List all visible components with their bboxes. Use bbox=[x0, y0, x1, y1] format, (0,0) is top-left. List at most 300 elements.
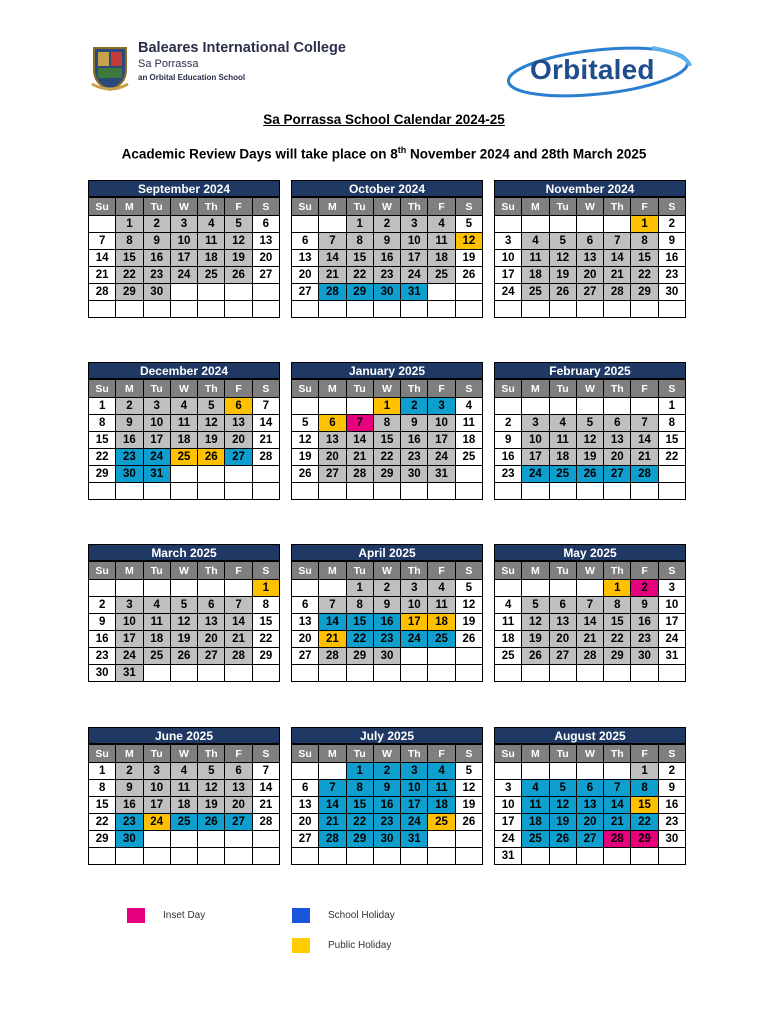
day-cell: 7 bbox=[631, 415, 658, 432]
day-cell: 6 bbox=[292, 780, 319, 797]
day-cell: 2 bbox=[658, 763, 685, 780]
day-cell bbox=[89, 483, 116, 500]
weekday-label: S bbox=[455, 198, 482, 216]
day-cell: 29 bbox=[89, 831, 116, 848]
day-cell bbox=[576, 301, 603, 318]
day-cell bbox=[319, 301, 346, 318]
day-cell: 19 bbox=[522, 631, 549, 648]
day-cell: 7 bbox=[319, 780, 346, 797]
month-grid bbox=[88, 744, 280, 865]
day-cell: 10 bbox=[495, 250, 522, 267]
day-cell: 10 bbox=[143, 780, 170, 797]
weekday-label: Th bbox=[198, 562, 225, 580]
day-cell bbox=[455, 848, 482, 865]
week-row bbox=[292, 432, 483, 449]
week-row bbox=[89, 648, 280, 665]
day-cell: 23 bbox=[658, 267, 685, 284]
day-cell: 3 bbox=[116, 597, 143, 614]
week-row bbox=[292, 216, 483, 233]
day-cell bbox=[455, 466, 482, 483]
day-cell: 24 bbox=[401, 631, 428, 648]
day-cell: 6 bbox=[225, 398, 252, 415]
day-cell bbox=[522, 398, 549, 415]
day-cell: 28 bbox=[631, 466, 658, 483]
day-cell: 9 bbox=[373, 233, 400, 250]
weekday-label: Su bbox=[89, 745, 116, 763]
day-cell: 18 bbox=[143, 631, 170, 648]
day-cell bbox=[198, 831, 225, 848]
day-cell: 17 bbox=[495, 267, 522, 284]
legend-inset-day bbox=[127, 908, 205, 923]
day-cell: 23 bbox=[373, 267, 400, 284]
day-cell bbox=[631, 665, 658, 682]
weekday-header-row bbox=[89, 745, 280, 763]
day-cell: 24 bbox=[495, 831, 522, 848]
day-cell: 24 bbox=[116, 648, 143, 665]
day-cell: 9 bbox=[143, 233, 170, 250]
day-cell: 25 bbox=[428, 631, 455, 648]
day-cell: 11 bbox=[428, 597, 455, 614]
day-cell: 12 bbox=[170, 614, 197, 631]
month-grid bbox=[88, 197, 280, 318]
month-calendar bbox=[88, 544, 280, 682]
day-cell bbox=[522, 483, 549, 500]
day-cell: 16 bbox=[658, 250, 685, 267]
day-cell: 14 bbox=[252, 780, 279, 797]
day-cell: 10 bbox=[143, 415, 170, 432]
day-cell: 7 bbox=[604, 780, 631, 797]
month-calendar bbox=[88, 180, 280, 318]
day-cell: 9 bbox=[401, 415, 428, 432]
day-cell: 22 bbox=[631, 267, 658, 284]
month-grid bbox=[88, 561, 280, 682]
day-cell bbox=[522, 216, 549, 233]
day-cell bbox=[549, 398, 576, 415]
day-cell bbox=[604, 483, 631, 500]
day-cell: 17 bbox=[143, 432, 170, 449]
day-cell: 24 bbox=[428, 449, 455, 466]
day-cell: 20 bbox=[252, 250, 279, 267]
day-cell: 8 bbox=[116, 233, 143, 250]
day-cell: 21 bbox=[604, 267, 631, 284]
week-row bbox=[292, 398, 483, 415]
day-cell: 15 bbox=[604, 614, 631, 631]
day-cell bbox=[428, 665, 455, 682]
day-cell: 11 bbox=[495, 614, 522, 631]
day-cell: 13 bbox=[576, 250, 603, 267]
day-cell: 5 bbox=[549, 233, 576, 250]
month-grid bbox=[494, 744, 686, 865]
day-cell bbox=[604, 848, 631, 865]
day-cell bbox=[604, 216, 631, 233]
weekday-label: Th bbox=[198, 745, 225, 763]
day-cell: 3 bbox=[143, 398, 170, 415]
day-cell: 15 bbox=[631, 250, 658, 267]
day-cell: 7 bbox=[346, 415, 373, 432]
legend-school-holiday bbox=[292, 908, 395, 923]
week-row bbox=[89, 267, 280, 284]
day-cell: 29 bbox=[252, 648, 279, 665]
day-cell: 27 bbox=[198, 648, 225, 665]
day-cell: 15 bbox=[89, 797, 116, 814]
day-cell: 16 bbox=[116, 432, 143, 449]
day-cell: 26 bbox=[455, 631, 482, 648]
day-cell: 17 bbox=[143, 797, 170, 814]
weekday-label: W bbox=[576, 745, 603, 763]
day-cell: 30 bbox=[373, 831, 400, 848]
day-cell bbox=[631, 483, 658, 500]
day-cell bbox=[631, 848, 658, 865]
day-cell bbox=[252, 831, 279, 848]
week-row bbox=[292, 763, 483, 780]
day-cell bbox=[252, 284, 279, 301]
day-cell: 20 bbox=[292, 267, 319, 284]
weekday-label: Th bbox=[198, 198, 225, 216]
day-cell: 5 bbox=[225, 216, 252, 233]
day-cell bbox=[252, 483, 279, 500]
weekday-label: Su bbox=[292, 380, 319, 398]
day-cell: 3 bbox=[401, 580, 428, 597]
day-cell bbox=[495, 665, 522, 682]
day-cell bbox=[89, 580, 116, 597]
day-cell: 8 bbox=[346, 597, 373, 614]
day-cell: 29 bbox=[346, 831, 373, 848]
month-grid bbox=[291, 197, 483, 318]
week-row bbox=[89, 780, 280, 797]
week-row bbox=[292, 267, 483, 284]
day-cell: 11 bbox=[455, 415, 482, 432]
day-cell bbox=[658, 483, 685, 500]
day-cell: 20 bbox=[576, 267, 603, 284]
day-cell bbox=[170, 466, 197, 483]
day-cell bbox=[89, 848, 116, 865]
day-cell: 25 bbox=[549, 466, 576, 483]
day-cell: 8 bbox=[604, 597, 631, 614]
week-row bbox=[89, 763, 280, 780]
weekday-label: Su bbox=[495, 380, 522, 398]
day-cell bbox=[170, 665, 197, 682]
month-grid bbox=[88, 379, 280, 500]
day-cell: 22 bbox=[252, 631, 279, 648]
day-cell: 13 bbox=[604, 432, 631, 449]
day-cell: 4 bbox=[522, 780, 549, 797]
day-cell: 17 bbox=[428, 432, 455, 449]
day-cell: 24 bbox=[658, 631, 685, 648]
weekday-label: Th bbox=[604, 562, 631, 580]
day-cell bbox=[170, 301, 197, 318]
week-row bbox=[89, 580, 280, 597]
weekday-label: S bbox=[658, 562, 685, 580]
day-cell bbox=[143, 483, 170, 500]
day-cell: 8 bbox=[631, 780, 658, 797]
day-cell bbox=[170, 580, 197, 597]
day-cell: 7 bbox=[319, 233, 346, 250]
day-cell bbox=[495, 398, 522, 415]
day-cell: 31 bbox=[116, 665, 143, 682]
day-cell: 21 bbox=[319, 267, 346, 284]
day-cell: 5 bbox=[455, 763, 482, 780]
day-cell: 29 bbox=[346, 284, 373, 301]
weekday-label: W bbox=[170, 562, 197, 580]
day-cell bbox=[522, 301, 549, 318]
day-cell bbox=[522, 665, 549, 682]
day-cell: 7 bbox=[89, 233, 116, 250]
day-cell bbox=[522, 580, 549, 597]
day-cell: 31 bbox=[401, 831, 428, 848]
week-row bbox=[89, 814, 280, 831]
month-grid bbox=[291, 561, 483, 682]
day-cell: 14 bbox=[319, 614, 346, 631]
day-cell bbox=[549, 763, 576, 780]
weekday-label: F bbox=[428, 745, 455, 763]
day-cell: 23 bbox=[89, 648, 116, 665]
day-cell: 10 bbox=[170, 233, 197, 250]
day-cell: 29 bbox=[631, 284, 658, 301]
day-cell: 8 bbox=[252, 597, 279, 614]
day-cell bbox=[346, 483, 373, 500]
week-row bbox=[292, 233, 483, 250]
day-cell bbox=[455, 648, 482, 665]
day-cell: 1 bbox=[346, 216, 373, 233]
day-cell: 1 bbox=[604, 580, 631, 597]
month-calendar bbox=[494, 544, 686, 682]
day-cell: 19 bbox=[225, 250, 252, 267]
day-cell: 8 bbox=[658, 415, 685, 432]
day-cell: 22 bbox=[631, 814, 658, 831]
day-cell bbox=[225, 665, 252, 682]
day-cell: 16 bbox=[116, 797, 143, 814]
day-cell: 17 bbox=[495, 814, 522, 831]
day-cell: 17 bbox=[170, 250, 197, 267]
day-cell: 17 bbox=[116, 631, 143, 648]
day-cell: 27 bbox=[292, 284, 319, 301]
day-cell bbox=[576, 398, 603, 415]
day-cell: 10 bbox=[116, 614, 143, 631]
day-cell bbox=[319, 580, 346, 597]
week-row bbox=[89, 797, 280, 814]
weekday-label: S bbox=[252, 562, 279, 580]
week-row bbox=[89, 415, 280, 432]
day-cell: 22 bbox=[346, 814, 373, 831]
day-cell: 5 bbox=[170, 597, 197, 614]
day-cell: 24 bbox=[143, 449, 170, 466]
weekday-label: W bbox=[170, 198, 197, 216]
week-row bbox=[292, 631, 483, 648]
day-cell bbox=[116, 483, 143, 500]
weekday-label: Tu bbox=[143, 745, 170, 763]
day-cell bbox=[576, 848, 603, 865]
day-cell: 16 bbox=[495, 449, 522, 466]
day-cell bbox=[495, 763, 522, 780]
weekday-label: Su bbox=[89, 198, 116, 216]
day-cell: 8 bbox=[89, 780, 116, 797]
day-cell: 26 bbox=[170, 648, 197, 665]
day-cell: 10 bbox=[401, 780, 428, 797]
week-row bbox=[495, 466, 686, 483]
legend-swatch bbox=[127, 908, 145, 923]
month-title: July 2025 bbox=[291, 727, 483, 744]
day-cell: 12 bbox=[292, 432, 319, 449]
day-cell: 9 bbox=[495, 432, 522, 449]
weekday-label: F bbox=[225, 198, 252, 216]
weekday-label: S bbox=[658, 745, 685, 763]
day-cell: 9 bbox=[116, 415, 143, 432]
day-cell: 17 bbox=[401, 614, 428, 631]
day-cell: 14 bbox=[346, 432, 373, 449]
week-row bbox=[89, 284, 280, 301]
week-row bbox=[495, 483, 686, 500]
day-cell bbox=[292, 763, 319, 780]
day-cell: 31 bbox=[495, 848, 522, 865]
day-cell: 11 bbox=[428, 233, 455, 250]
day-cell bbox=[428, 284, 455, 301]
day-cell: 31 bbox=[658, 648, 685, 665]
day-cell: 22 bbox=[604, 631, 631, 648]
week-row bbox=[495, 233, 686, 250]
day-cell: 19 bbox=[198, 432, 225, 449]
day-cell: 10 bbox=[658, 597, 685, 614]
day-cell: 20 bbox=[225, 797, 252, 814]
day-cell: 31 bbox=[401, 284, 428, 301]
day-cell bbox=[198, 848, 225, 865]
day-cell: 29 bbox=[604, 648, 631, 665]
week-row bbox=[292, 301, 483, 318]
day-cell bbox=[549, 483, 576, 500]
day-cell: 27 bbox=[549, 648, 576, 665]
weekday-label: Tu bbox=[143, 198, 170, 216]
day-cell: 24 bbox=[401, 267, 428, 284]
month-grid bbox=[291, 744, 483, 865]
day-cell: 18 bbox=[522, 814, 549, 831]
day-cell bbox=[373, 848, 400, 865]
day-cell bbox=[225, 483, 252, 500]
day-cell: 6 bbox=[576, 233, 603, 250]
day-cell: 22 bbox=[658, 449, 685, 466]
day-cell: 26 bbox=[198, 814, 225, 831]
day-cell: 22 bbox=[89, 814, 116, 831]
day-cell bbox=[319, 848, 346, 865]
month-calendar bbox=[494, 362, 686, 500]
weekday-header-row bbox=[495, 380, 686, 398]
day-cell bbox=[495, 301, 522, 318]
day-cell: 17 bbox=[401, 797, 428, 814]
weekday-header-row bbox=[495, 745, 686, 763]
legend-label: School Holiday bbox=[328, 910, 395, 921]
week-row bbox=[292, 466, 483, 483]
week-row bbox=[292, 797, 483, 814]
day-cell: 26 bbox=[549, 284, 576, 301]
day-cell bbox=[495, 580, 522, 597]
calendar-title: Sa Porrassa School Calendar 2024-25 bbox=[263, 112, 505, 127]
week-row bbox=[495, 597, 686, 614]
day-cell: 19 bbox=[455, 797, 482, 814]
day-cell bbox=[346, 301, 373, 318]
day-cell: 21 bbox=[225, 631, 252, 648]
weekday-label: W bbox=[373, 380, 400, 398]
day-cell: 20 bbox=[292, 814, 319, 831]
day-cell: 15 bbox=[658, 432, 685, 449]
day-cell: 7 bbox=[252, 398, 279, 415]
weekday-label: M bbox=[116, 380, 143, 398]
day-cell: 28 bbox=[319, 284, 346, 301]
day-cell: 13 bbox=[292, 797, 319, 814]
week-row bbox=[89, 398, 280, 415]
week-row bbox=[292, 597, 483, 614]
day-cell bbox=[373, 301, 400, 318]
day-cell: 13 bbox=[292, 250, 319, 267]
day-cell: 11 bbox=[522, 250, 549, 267]
week-row bbox=[495, 216, 686, 233]
day-cell: 14 bbox=[576, 614, 603, 631]
week-row bbox=[495, 848, 686, 865]
day-cell: 22 bbox=[89, 449, 116, 466]
week-row bbox=[495, 449, 686, 466]
weekday-label: S bbox=[252, 380, 279, 398]
day-cell: 21 bbox=[319, 814, 346, 831]
day-cell: 21 bbox=[631, 449, 658, 466]
day-cell: 24 bbox=[401, 814, 428, 831]
day-cell: 1 bbox=[89, 398, 116, 415]
day-cell bbox=[658, 848, 685, 865]
day-cell: 26 bbox=[522, 648, 549, 665]
day-cell bbox=[604, 763, 631, 780]
day-cell: 7 bbox=[319, 597, 346, 614]
day-cell: 22 bbox=[346, 631, 373, 648]
day-cell: 11 bbox=[198, 233, 225, 250]
day-cell bbox=[170, 831, 197, 848]
week-row bbox=[495, 763, 686, 780]
header bbox=[84, 40, 694, 100]
weekday-label: Su bbox=[292, 198, 319, 216]
weekday-label: M bbox=[319, 745, 346, 763]
weekday-label: Th bbox=[604, 380, 631, 398]
day-cell: 14 bbox=[631, 432, 658, 449]
weekday-label: Th bbox=[401, 198, 428, 216]
day-cell: 8 bbox=[346, 233, 373, 250]
weekday-label: Tu bbox=[346, 198, 373, 216]
day-cell: 27 bbox=[252, 267, 279, 284]
day-cell: 16 bbox=[89, 631, 116, 648]
week-row bbox=[89, 216, 280, 233]
weekday-label: Tu bbox=[143, 562, 170, 580]
day-cell: 31 bbox=[143, 466, 170, 483]
week-row bbox=[495, 614, 686, 631]
day-cell: 22 bbox=[373, 449, 400, 466]
weekday-label: W bbox=[576, 198, 603, 216]
weekday-label: W bbox=[373, 198, 400, 216]
day-cell bbox=[225, 284, 252, 301]
day-cell: 23 bbox=[143, 267, 170, 284]
day-cell: 27 bbox=[319, 466, 346, 483]
week-row bbox=[495, 665, 686, 682]
weekday-label: W bbox=[576, 562, 603, 580]
day-cell: 2 bbox=[401, 398, 428, 415]
day-cell: 22 bbox=[116, 267, 143, 284]
weekday-header-row bbox=[89, 380, 280, 398]
month-calendar bbox=[291, 180, 483, 318]
day-cell bbox=[604, 301, 631, 318]
day-cell bbox=[604, 398, 631, 415]
day-cell bbox=[143, 301, 170, 318]
day-cell bbox=[428, 848, 455, 865]
week-row bbox=[292, 665, 483, 682]
school-crest-icon bbox=[90, 44, 130, 92]
day-cell bbox=[116, 848, 143, 865]
day-cell bbox=[89, 301, 116, 318]
day-cell: 18 bbox=[428, 614, 455, 631]
month-grid bbox=[494, 197, 686, 318]
day-cell: 3 bbox=[401, 763, 428, 780]
